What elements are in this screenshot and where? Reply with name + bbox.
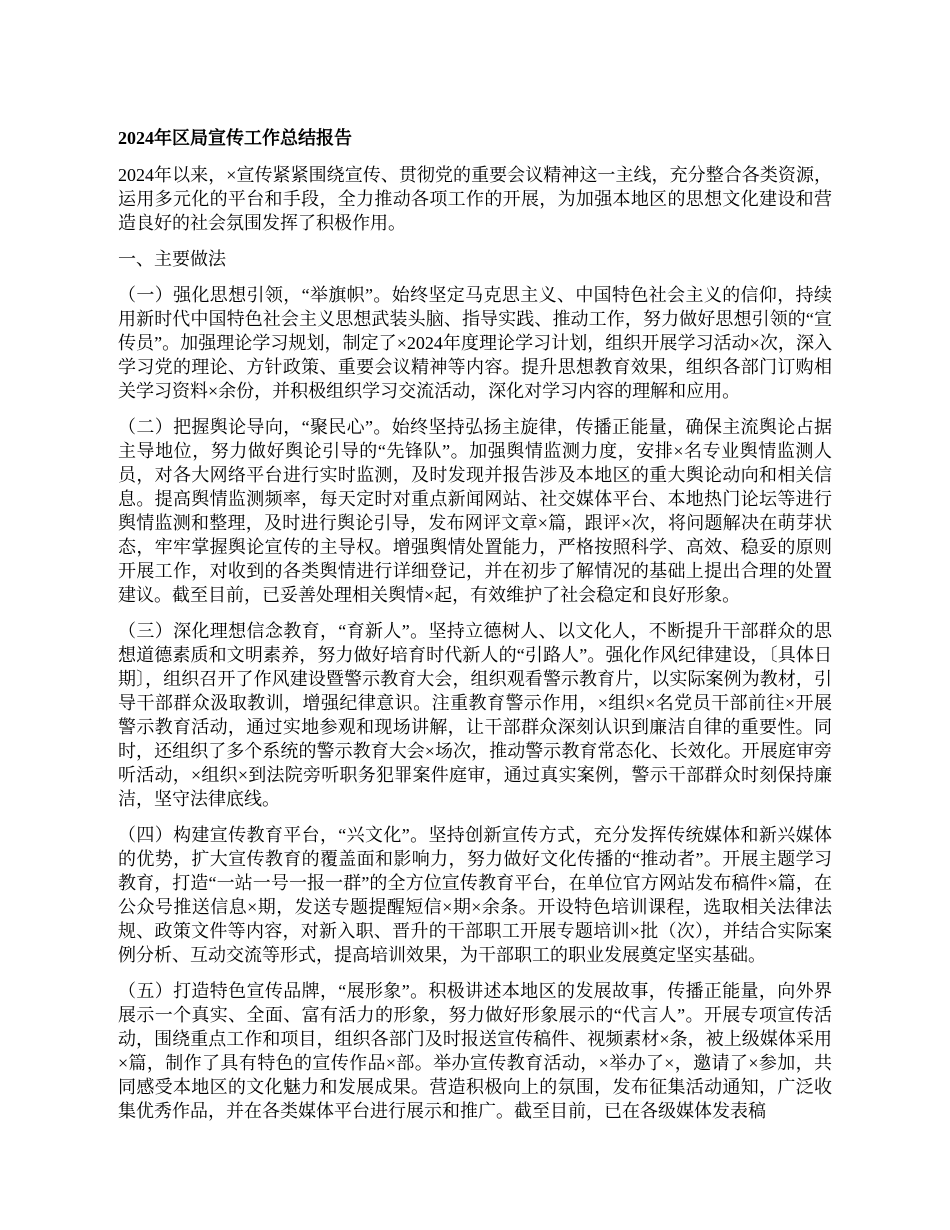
- paragraph-item-3-ideals-education: （三）深化理想信念教育，“育新人”。坚持立德树人、以文化人，不断提升干部群众的思想道德素质和文明素养，努力做好培育时代新人的“引路人”。强化作风纪律建设，〔具体日期〕，组织召开了作风建设暨警示教育大会，组织观看警示教育片，以实际案例为教材，引导干部群众汲取教训，增强纪律意识。注重教育警示作用，×组织×名党员干部前往×开展警示教育活动，通过实地参观和现场讲解，让干部群众深刻认识到廉洁自律的重要性。同时，还组织了多个系统的警示教育大会×场次，推动警示教育常态化、长效化。开展庭审旁听活动，×组织×到法院旁听职务犯罪案件庭审，通过真实案例，警示干部群众时刻保持廉洁，坚守法律底线。: [118, 621, 832, 809]
- paragraph-item-4-platform-building: （四）构建宣传教育平台，“兴文化”。坚持创新宣传方式，充分发挥传统媒体和新兴媒体的优势，扩大宣传教育的覆盖面和影响力，努力做好文化传播的“推动者”。开展主题学习教育，打造“一站一号一报一群”的全方位宣传教育平台，在单位官方网站发布稿件×篇，在公众号推送信息×期，发送专题提醒短信×期×余条。开设特色培训课程，选取相关法律法规、政策文件等内容，对新入职、晋升的干部职工开展专题培训×批（次），并结合实际案例分析、互动交流等形式，提高培训效果，为干部职工的职业发展奠定坚实基础。: [118, 825, 832, 965]
- section-heading-main-practices: 一、主要做法: [118, 249, 226, 269]
- intro-paragraph: 2024年以来，×宣传紧紧围绕宣传、贯彻党的重要会议精神这一主线，充分整合各类资源，运用多元化的平台和手段，全力推动各项工作的开展，为加强本地区的思想文化建设和营造良好的社会氛围发挥了积极作用。: [118, 165, 832, 233]
- paragraph-item-2-public-opinion: （二）把握舆论导向，“聚民心”。始终坚持弘扬主旋律，传播正能量，确保主流舆论占据主导地位，努力做好舆论引导的“先锋队”。加强舆情监测力度，安排×名专业舆情监测人员，对各大网络平台进行实时监测，及时发现并报告涉及本地区的重大舆论动向和相关信息。提高舆情监测频率，每天定时对重点新闻网站、社交媒体平台、本地热门论坛等进行舆情监测和整理，及时进行舆论引导，发布网评文章×篇，跟评×次，将问题解决在萌芽状态，牢牢掌握舆论宣传的主导权。增强舆情处置能力，严格按照科学、高效、稳妥的原则开展工作，对收到的各类舆情进行详细登记，并在初步了解情况的基础上提出合理的处置建议。截至目前，已妥善处理相关舆情×起，有效维护了社会稳定和良好形象。: [118, 417, 832, 605]
- paragraph-item-1-ideology: （一）强化思想引领，“举旗帜”。始终坚定马克思主义、中国特色社会主义的信仰，持续用新时代中国特色社会主义思想武装头脑、指导实践、推动工作，努力做好思想引领的“宣传员”。加强理论学习规划，制定了×2024年度理论学习计划，组织开展学习活动×次，深入学习党的理论、方针政策、重要会议精神等内容。提升思想教育效果，组织各部门订购相关学习资料×余份，并积极组织学习交流活动，深化对学习内容的理解和应用。: [118, 285, 832, 401]
- paragraph-item-5-brand-image: （五）打造特色宣传品牌，“展形象”。积极讲述本地区的发展故事，传播正能量，向外界展示一个真实、全面、富有活力的形象，努力做好形象展示的“代言人”。开展专项宣传活动，围绕重点工作和项目，组织各部门及时报送宣传稿件、视频素材×条，被上级媒体采用×篇，制作了具有特色的宣传作品×部。举办宣传教育活动，×举办了×，邀请了×参加，共同感受本地区的文化魅力和发展成果。营造积极向上的氛围，发布征集活动通知，广泛收集优秀作品，并在各类媒体平台进行展示和推广。截至目前，已在各级媒体发表稿: [118, 981, 832, 1121]
- document-title: 2024年区局宣传工作总结报告: [118, 128, 352, 148]
